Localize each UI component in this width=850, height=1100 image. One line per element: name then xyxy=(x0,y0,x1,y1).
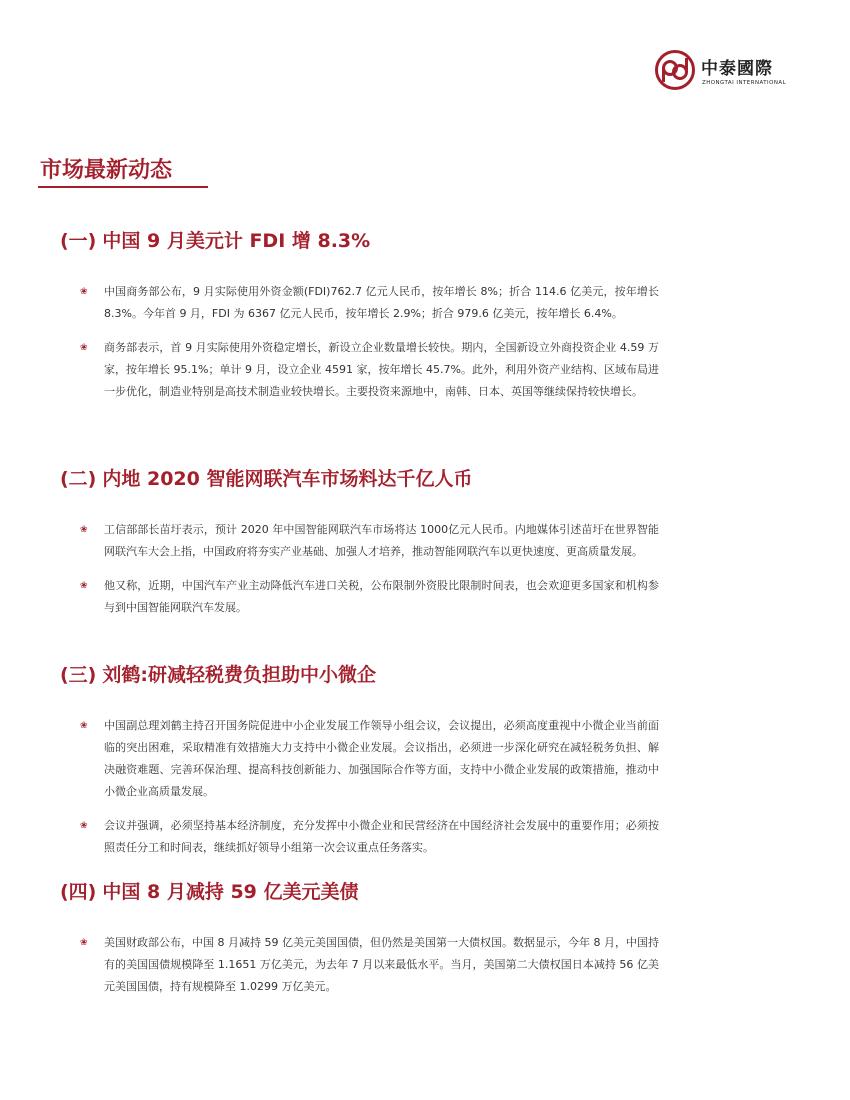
list-item xyxy=(60,575,659,619)
page-title: 市场最新动态 xyxy=(40,158,173,183)
section-fdi xyxy=(60,227,680,403)
list-item xyxy=(60,519,659,563)
section-heading xyxy=(60,878,680,906)
section-heading xyxy=(60,465,680,493)
bullet-list xyxy=(60,715,680,859)
section-title: 中国 9 月美元计 FDI 增 8.3% xyxy=(102,230,371,252)
zhongtai-logo-icon xyxy=(655,50,695,90)
list-item xyxy=(60,281,659,325)
bullet-text: 会议并强调，必须坚持基本经济制度，充分发挥中小微企业和民营经济在中国经济社会发展中的重要作用；必须按照责任分工和时间表，继续抓好领导小组第一次会议重点任务落实。 xyxy=(104,819,659,854)
section-heading xyxy=(60,227,680,255)
section-title: 刘鹤:研减轻税费负担助中小微企 xyxy=(102,664,376,686)
bullet-icon: ❀ xyxy=(80,721,88,731)
bullet-text: 工信部部长苗圩表示，预计 2020 年中国智能网联汽车市场将达 1000亿元人民币。内地媒体引述苗圩在世界智能网联汽车大会上指，中国政府将夯实产业基础、加强人才培养，推动智能网联汽车以更快速度、更高质量发展。 xyxy=(104,523,659,558)
section-number: (二) xyxy=(60,468,97,490)
bullet-icon: ❀ xyxy=(80,821,88,831)
bullet-icon: ❀ xyxy=(80,581,88,591)
section-heading xyxy=(60,661,680,689)
bullet-text: 美国财政部公布，中国 8 月减持 59 亿美元美国国债，但仍然是美国第一大债权国。数据显示，今年 8 月，中国持有的美国国债规模降至 1.1651 万亿美元，为去年 7 月以来最低水平。当月，美国第二大债权国日本减持 56 亿美元美国国债，持有规模降至 1.0299 万亿美元。 xyxy=(104,936,659,993)
bullet-list xyxy=(60,519,680,619)
logo-name: 中泰國際 xyxy=(701,59,773,79)
list-item xyxy=(60,337,659,403)
page-title-underline xyxy=(38,186,208,188)
section-us-treasuries xyxy=(60,878,680,998)
bullet-icon: ❀ xyxy=(80,343,88,353)
company-logo xyxy=(655,50,795,94)
bullet-text: 中国副总理刘鹤主持召开国务院促进中小企业发展工作领导小组会议，会议提出，必须高度重视中小微企业当前面临的突出困难，采取精准有效措施大力支持中小微企业发展。会议指出，必须进一步深化研究在减轻税务负担、解决融资难题、完善环保治理、提高科技创新能力、加强国际合作等方面，支持中小微企业发展的政策措施，推动中小微企业高质量发展。 xyxy=(104,719,659,798)
section-number: (三) xyxy=(60,664,97,686)
bullet-icon: ❀ xyxy=(80,938,88,948)
list-item xyxy=(60,815,659,859)
section-title: 中国 8 月减持 59 亿美元美债 xyxy=(102,881,359,903)
bullet-text: 商务部表示，首 9 月实际使用外资稳定增长，新设立企业数量增长较快。期内，全国新设立外商投资企业 4.59 万家，按年增长 95.1%；单计 9 月，设立企业 4591 家，按年增长 45.7%。此外，利用外资产业结构、区域布局进一步优化，制造业特别是高技术制造业较快增长。主要投资来源地中，南韩、日本、英国等继续保持较快增长。 xyxy=(104,341,659,398)
bullet-list xyxy=(60,932,680,998)
list-item xyxy=(60,715,659,803)
section-sme-tax-relief xyxy=(60,661,680,859)
section-title: 内地 2020 智能网联汽车市场料达千亿人币 xyxy=(102,468,473,490)
section-number: (四) xyxy=(60,881,97,903)
bullet-list xyxy=(60,281,680,403)
bullet-icon: ❀ xyxy=(80,525,88,535)
bullet-icon: ❀ xyxy=(80,287,88,297)
bullet-text: 他又称，近期，中国汽车产业主动降低汽车进口关税，公布限制外资股比限制时间表，也会欢迎更多国家和机构参与到中国智能网联汽车发展。 xyxy=(104,579,659,614)
bullet-text: 中国商务部公布，9 月实际使用外资金额(FDI)762.7 亿元人民币，按年增长 8%；折合 114.6 亿美元，按年增长 8.3%。今年首 9 月，FDI 为 6367 亿元人民币，按年增长 2.9%；折合 979.6 亿美元，按年增长 6.4%。 xyxy=(104,285,659,320)
logo-subtitle: ZHONGTAI INTERNATIONAL xyxy=(702,80,787,86)
list-item xyxy=(60,932,659,998)
section-smart-vehicles xyxy=(60,465,680,619)
section-number: (一) xyxy=(60,230,97,252)
